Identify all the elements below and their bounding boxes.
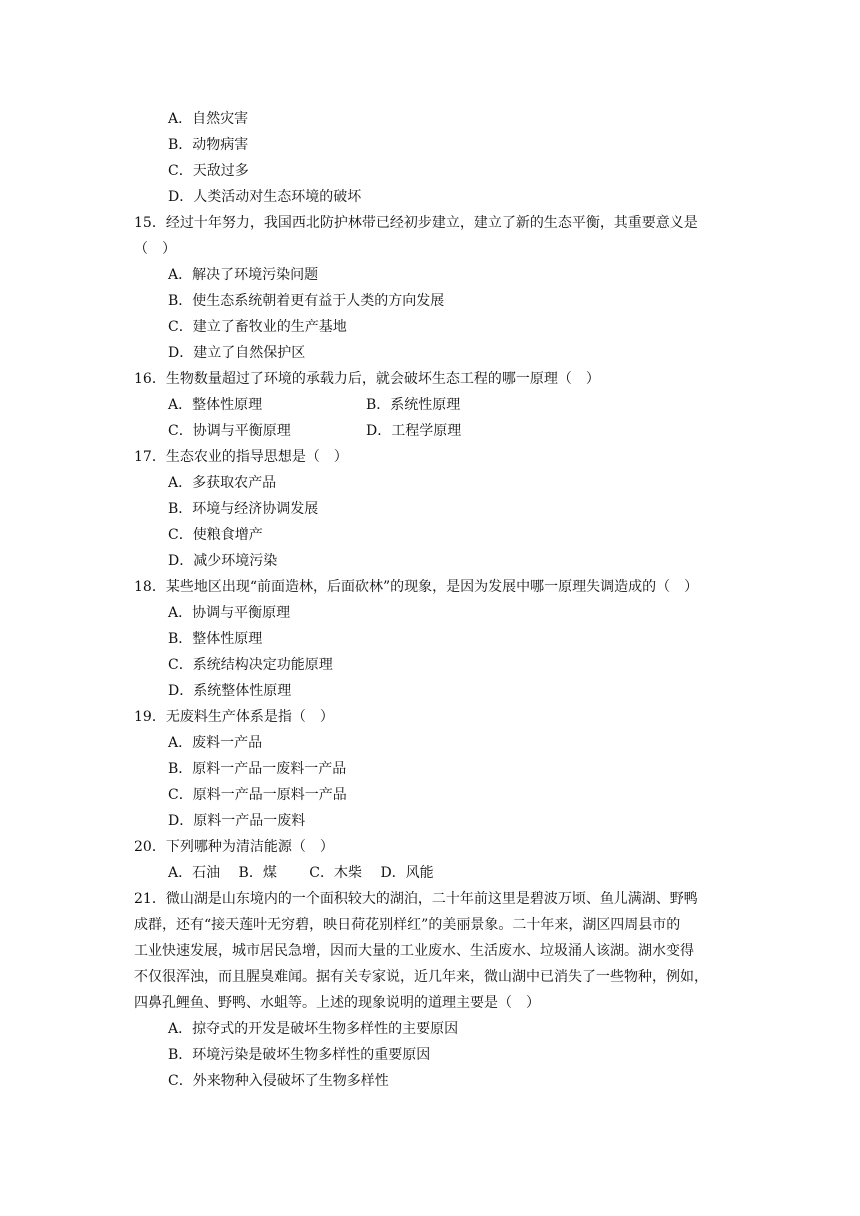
q14-option-b: B．动物病害 — [168, 137, 249, 153]
q21-stem-line-4: 不仅很浑浊，而且腥臭难闻。据有关专家说，近几年来，微山湖中已消失了一些物种，例如， — [134, 969, 708, 985]
q21-stem-line-1: 21．微山湖是山东境内的一个面积较大的湖泊，二十年前这里是碧波万顷、鱼儿满湖、野鸭 — [134, 891, 698, 907]
q14-option-a: A．自然灾害 — [168, 111, 249, 127]
q18-option-b: B．整体性原理 — [168, 631, 263, 647]
q16-option-a: A．整体性原理 — [168, 397, 263, 413]
q15-option-d: D．建立了自然保护区 — [168, 345, 306, 361]
q14-option-d: D．人类活动对生态环境的破坏 — [168, 189, 362, 205]
q15-option-a: A．解决了环境污染问题 — [168, 267, 319, 283]
q21-stem-line-3: 工业快速发展，城市居民急增，因而大量的工业废水、生活废水、垃圾涌人该湖。湖水变得 — [134, 943, 694, 959]
q19-option-b: B．原料一产品一废料一产品 — [168, 761, 347, 777]
q16-option-d: D．工程学原理 — [366, 423, 462, 439]
q16-option-b: B．系统性原理 — [366, 397, 461, 413]
q19-stem: 19．无废料生产体系是指（ ） — [134, 709, 334, 725]
q20-options: A．石油 B．煤 C．木柴 D．风能 — [168, 865, 434, 881]
q21-option-c: C．外来物种入侵破坏了生物多样性 — [168, 1073, 389, 1089]
q17-stem: 17．生态农业的指导思想是（ ） — [134, 449, 348, 465]
q15-option-b: B．使生态系统朝着更有益于人类的方向发展 — [168, 293, 445, 309]
q16-stem: 16．生物数量超过了环境的承载力后，就会破坏生态工程的哪一原理（ ） — [134, 371, 600, 387]
q19-option-c: C．原料一产品一原料一产品 — [168, 787, 347, 803]
q15-stem: 15．经过十年努力，我国西北防护林带已经初步建立，建立了新的生态平衡，其重要意义是 — [134, 215, 698, 231]
q17-option-a: A．多获取农产品 — [168, 475, 277, 491]
q19-option-a: A．废料一产品 — [168, 735, 263, 751]
q21-option-b: B．环境污染是破坏生物多样性的重要原因 — [168, 1047, 431, 1063]
q18-option-a: A．协调与平衡原理 — [168, 605, 291, 621]
q19-option-d: D．原料一产品一废料 — [168, 813, 306, 829]
q21-stem-line-5: 四鼻孔鲤鱼、野鸭、水蛆等。上述的现象说明的道理主要是（ ） — [134, 995, 540, 1011]
q16-option-c: C．协调与平衡原理 — [168, 423, 291, 439]
q17-option-b: B．环境与经济协调发展 — [168, 501, 319, 517]
q17-option-c: C．使粮食增产 — [168, 527, 263, 543]
q18-option-d: D．系统整体性原理 — [168, 683, 292, 699]
q15-answer-bracket: （ ） — [134, 241, 176, 257]
q15-option-c: C．建立了畜牧业的生产基地 — [168, 319, 347, 335]
q18-stem: 18．某些地区出现“前面造林，后面砍林”的现象，是因为发展中哪一原理失调造成的（ ） — [134, 579, 699, 595]
q17-option-d: D．减少环境污染 — [168, 553, 278, 569]
q20-stem: 20．下列哪种为清洁能源（ ） — [134, 839, 334, 855]
q21-option-a: A．掠夺式的开发是破坏生物多样性的主要原因 — [168, 1021, 459, 1037]
q18-option-c: C．系统结构决定功能原理 — [168, 657, 333, 673]
q14-option-c: C．天敌过多 — [168, 163, 249, 179]
q21-stem-line-2: 成群，还有“接天莲叶无穷碧，映日荷花别样红”的美丽景象。二十年来，湖区四周县市的 — [134, 917, 681, 933]
